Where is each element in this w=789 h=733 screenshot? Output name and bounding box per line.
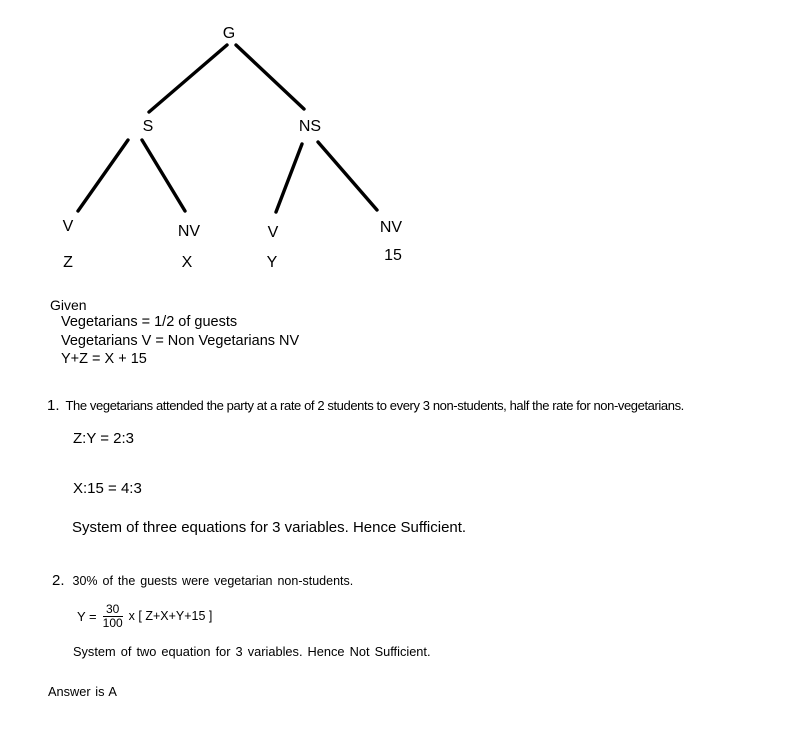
- answer-line: Answer is A: [48, 684, 117, 699]
- given-line-v-equals-nv: Vegetarians V = Non Vegetarians NV: [61, 333, 300, 349]
- tree-node-ns: NS: [298, 118, 322, 135]
- tree-node-g: G: [222, 25, 236, 42]
- statement-1-text: The vegetarians attended the party at a rate of 2 students to every 3 non-students, half the rate for non-vegetarians.: [65, 398, 684, 413]
- statement-1-conclusion: System of three equations for 3 variables. Hence Sufficient.: [72, 519, 467, 536]
- tree-node-s: S: [142, 118, 154, 135]
- statement-1-ratio-x15: X:15 = 4:3: [73, 480, 142, 497]
- equation-fraction: [103, 603, 123, 630]
- tree-edge-s-v: [78, 140, 128, 211]
- tree-node-ns-nv: NV: [379, 219, 403, 236]
- equation-lhs: Y =: [77, 608, 97, 624]
- statement-2-equation: [77, 602, 212, 630]
- tree-edge-g-s: [149, 45, 227, 112]
- statement-1-row: [47, 397, 684, 414]
- tree-node-s-nv: NV: [177, 223, 201, 240]
- tree-edge-g-ns: [236, 45, 304, 109]
- tree-value-z: Z: [63, 254, 73, 271]
- given-line-yz-equation: Y+Z = X + 15: [61, 351, 147, 367]
- tree-diagram: [0, 0, 450, 285]
- fraction-denominator: 100: [102, 615, 123, 630]
- statement-2-text: 30% of the guests were vegetarian non-students.: [72, 574, 354, 588]
- given-line-vegetarians-half: Vegetarians = 1/2 of guests: [61, 314, 238, 330]
- statement-1-ratio-zy: Z:Y = 2:3: [73, 430, 135, 447]
- tree-value-x: X: [181, 254, 193, 271]
- tree-value-15: 15: [384, 247, 402, 264]
- statement-1-number: 1.: [47, 397, 60, 414]
- statement-2-conclusion: System of two equation for 3 variables. Hence Not Sufficient.: [73, 644, 431, 659]
- fraction-numerator: 30: [103, 603, 123, 617]
- tree-edge-s-nv: [142, 140, 185, 211]
- tree-edge-ns-v: [276, 144, 302, 212]
- statement-2-number: 2.: [52, 572, 65, 589]
- given-heading: Given: [50, 297, 87, 313]
- tree-value-y: Y: [266, 254, 278, 271]
- equation-rhs: x [ Z+X+Y+15 ]: [128, 609, 213, 623]
- tree-edge-ns-nv: [318, 142, 377, 210]
- statement-2-row: [52, 572, 353, 589]
- tree-node-ns-v: V: [267, 224, 279, 241]
- tree-node-s-v: V: [62, 218, 74, 235]
